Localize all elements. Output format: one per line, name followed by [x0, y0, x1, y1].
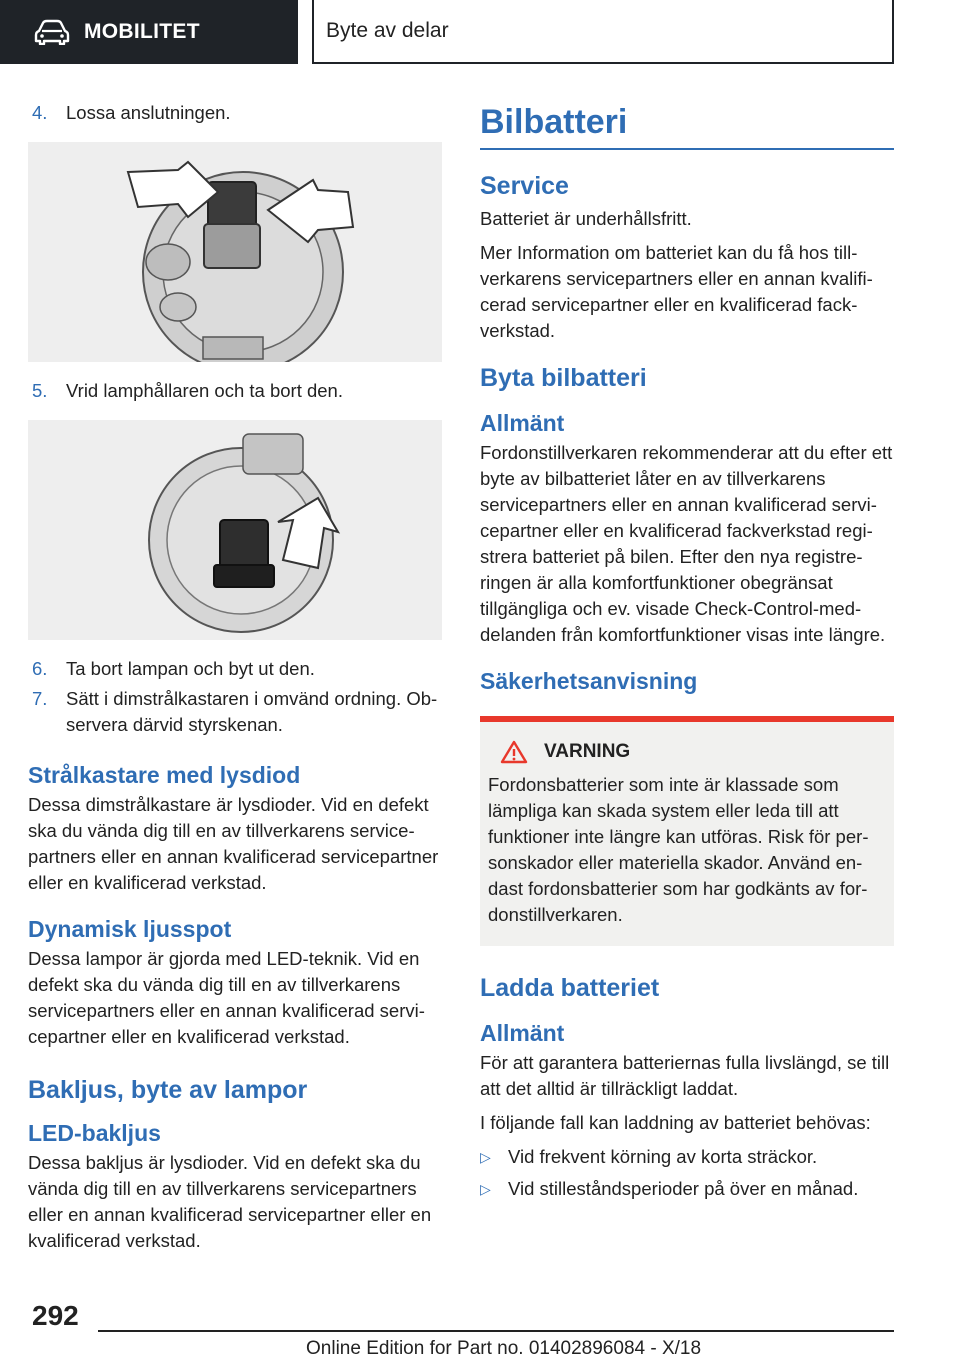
charge-text-2: I följande fall kan laddning av batteriet behövas: [480, 1112, 871, 1133]
warning-triangle-icon [500, 740, 528, 764]
list-item [480, 1176, 894, 1202]
step-6 [28, 656, 442, 682]
header-section-label: MOBILITET [84, 20, 200, 43]
car-icon [34, 19, 70, 45]
figure-rotate-lamp-holder [28, 420, 442, 640]
step-number: 6. [32, 658, 48, 679]
heading-safety: Säkerhetsanvisning [480, 668, 698, 694]
led-tail-lights-text: Dessa bakljus är lysdioder. Vid en defekt ska du vända dig till en av tillverkarens servicepartners eller en annan kvalificerad servicepartner eller en kvalificerad verkstad. [28, 1152, 432, 1251]
header-subsection-tab [312, 0, 894, 64]
led-headlight-text: Dessa dimstrålkastare är lysdioder. Vid en defekt ska du vända dig till en av tillverkarens servicepartners eller en annan kvalificerad servicepartner eller en kvalificerad verkstad. [28, 794, 439, 893]
warning-text: Fordonsbatterier som inte är klassade som lämpliga kan skada system eller leda till att funktioner inte längre kan utföras. Risk för personskador eller materiella skador. Använd endast fordonsbatterier som har godkänts av fordonstillverkaren. [488, 774, 869, 925]
step-text: Vrid lamphållaren och ta bort den. [66, 380, 343, 401]
header-section-tab [0, 0, 298, 64]
page-number: 292 [32, 1300, 79, 1331]
headlight-connector-illustration [28, 142, 442, 362]
bullet-triangle-icon: ▷ [480, 1181, 491, 1197]
general-text: Fordonstillverkaren rekommenderar att du efter ett byte av bilbatteriet låter en av tillverkarens servicepartners eller en annan kvalificerad servicepartner eller en kvalificerad fackverkstad registrera batteriet på bilen. Efter den nya registreringen är alla komfortfunktioner obegränsat tillgängliga och ev. visade Check-Control-meddelanden från komfortfunktioner visas inte längre. [480, 442, 893, 645]
step-number: 5. [32, 380, 48, 401]
title-divider [480, 148, 894, 150]
warning-box [480, 716, 894, 946]
heading-general: Allmänt [480, 410, 565, 436]
footer-edition: Online Edition for Part no. 01402896084 - X/18 [306, 1338, 702, 1359]
heading-led-tail-lights: LED-bakljus [28, 1120, 161, 1146]
figure-disconnect-connector [28, 142, 442, 362]
list-item-text: Vid stilleståndsperioder på över en månad. [508, 1178, 859, 1199]
lamp-holder-illustration [28, 420, 442, 640]
service-text-1: Batteriet är underhållsfritt. [480, 208, 692, 229]
header-subsection-label: Byte av delar [326, 19, 449, 42]
step-4 [28, 100, 442, 126]
step-7 [28, 686, 442, 738]
dynamic-spot-text: Dessa lampor är gjorda med LED-teknik. Vid en defekt ska du vända dig till en av tillverkarens servicepartners eller en annan kvalificerad servicepartner eller en kvalificerad verkstad. [28, 948, 425, 1047]
warning-title [488, 740, 886, 764]
heading-charge-battery: Ladda batteriet [480, 974, 660, 1002]
charge-text-1: För att garantera batteriernas fulla livslängd, se till att det alltid är tillräckligt laddat. [480, 1052, 890, 1099]
warning-label: VARNING [544, 741, 631, 762]
right-column [480, 100, 894, 1208]
service-text-2: Mer Information om batteriet kan du få hos tillverkarens servicepartners eller en annan kvalificerad servicepartner eller en kvalificerad fackverkstad. [480, 242, 873, 341]
footer-divider [98, 1330, 894, 1332]
step-number: 7. [32, 688, 48, 709]
step-text: Lossa anslutningen. [66, 102, 231, 123]
step-text: Ta bort lampan och byt ut den. [66, 658, 315, 679]
heading-dynamic-spot: Dynamisk ljusspot [28, 916, 232, 942]
heading-service: Service [480, 172, 569, 200]
heading-led-headlight: Strålkastare med lysdiod [28, 762, 301, 788]
list-item [480, 1144, 894, 1170]
heading-tail-lights: Bakljus, byte av lampor [28, 1076, 308, 1104]
page-title: Bilbatteri [480, 103, 628, 141]
list-item-text: Vid frekvent körning av korta sträckor. [508, 1146, 818, 1167]
heading-replace-battery: Byta bilbatteri [480, 364, 647, 392]
heading-charge-general: Allmänt [480, 1020, 565, 1046]
step-number: 4. [32, 102, 48, 123]
bullet-triangle-icon: ▷ [480, 1149, 491, 1165]
step-text: Sätt i dimstrålkastaren i omvänd ordning. Observera därvid styrskenan. [66, 688, 438, 735]
step-5 [28, 378, 442, 404]
left-column [28, 100, 442, 1262]
